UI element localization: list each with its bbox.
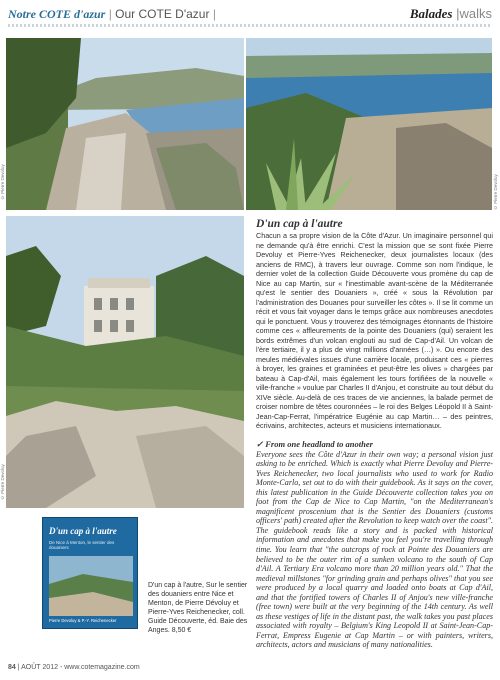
section-subtitle: Our COTE D'azur	[115, 7, 210, 21]
villa-pines-illustration	[6, 216, 244, 508]
footer-separator-pipe: |	[17, 664, 22, 671]
book-cover-photo	[43, 554, 138, 624]
coastal-path-illustration	[6, 38, 244, 210]
section-right	[410, 6, 492, 22]
article-body-fr: Chacun a sa propre vision de la Côte d'Azur. Un imaginaire personnel qui ne demande qu'à être enrichi. C'est la mission que se sont fixée Pierre Devoluy et Pierre-Yves Reichenecker, deux journalistes locaux (des anciens de RMC), à travers leur ouvrage. Comme son nom l'indique, le dernier volet de la collection Guide Découverte vous promène du cap de Nice au cap Martin, sur « l'inestimable avant-scène de la Méditerranée qu'est le sentier des Douaniers », créé « sous la Révolution par l'administration des Douanes pour surveiller les côtes ». Il se lit comme un récit et vous fait voyager dans le temps grâce aux nombreuses anecdotes qui le ponctuent. Vous y trouverez des témoignages étonnants de l'histoire comme ces « affleurements de la pointe des Douaniers (qui) seraient les bords extrêmes d'un volcan englouti au sud de Cap-d'Ail. Un volcan de l'ère tertiaire, il y a plus de vingt millions d'années (…) ». Ou encore des meules médiévales issues d'une carrière locale, produisant ces « pierres à broyer, les graines et graminées et peut-être les olives » chargées par bateau à Cap-d'Ail, mais également les tours fortifiées de la nouvelle « ville-franche » voulue par Charles II d'Anjou, et construite au tout début du XIVe siècle. Au-delà de ces traces de vie anciennes, la balade permet de croiser nombre de têtes couronnées – le roi des Belges Léopold II à Saint-Jean-Cap-Ferrat, l'impératrice Eugénie au cap Martin… – des peintres, écrivains, architectes, acteurs et musiciens internationaux.	[256, 231, 493, 430]
article-body-en: Everyone sees the Côte d'Azur in their own way; a personal vision just asking to be enriched. Which is exactly what Pierre Devoluy and Pierre-Yves Reichenecker, two local journalists who used to work for Radio Monte-Carlo, set out to do with their guidebook. As it says on the cover, this latest publication in the Guide Découverte collection takes you on foot from the Cap de Nice to Cap Martin, "on the Mediterranean's magnificent proscenium that is the Sentier des Douaniers (customs officers' path) created after the Revolution to keep watch over the coast". The guidebook reads like a story and is packed with historical information and anecdotes that make you feel you're travelling through time. You learn that "the outcrops of rock at Pointe des Douaniers are believed to be the outer rim of a sunken volcano to the south of Cap d'Ail. A Tertiary Era volcano more than 20 million years old." That the medieval millstones "for grinding grain and perhaps olives" that you see were produced by a local quarry and loaded onto boats at Cap d'Ail, and that the fortified towers of Charles II of Anjou's new ville-franche (free town) were built at the very beginning of the 14th century. As well as these vestiges of life in the distant past, the walk takes you past places associated with royalty – Belgium's King Leopold II at Saint-Jean-Cap-Ferrat, Empress Eugenie at Cap Martin – or with painters, writers, architects, actors and musicians of many nationalities.	[256, 449, 493, 650]
section-title: Balades	[409, 6, 453, 21]
page-footer	[8, 664, 140, 671]
book-cover-subtitle: De Nice à Menton, le sentier des douaniers	[49, 540, 115, 550]
photo-credit-2: © Pierre Devoluy	[493, 174, 498, 210]
photo-credit-3: © Pierre Devoluy	[0, 464, 5, 500]
article-column	[256, 218, 493, 650]
photo-agave-coast	[246, 38, 492, 210]
book-cover-authors: Pierre Devoluy & P.-Y. Reichenecker	[49, 618, 117, 623]
header-rule	[8, 24, 492, 27]
footer-separator: -	[59, 664, 63, 671]
page-number: 84	[8, 664, 16, 671]
agave-coast-illustration	[246, 38, 492, 210]
photo-villa-pines	[6, 216, 244, 508]
photo-coastal-path	[6, 38, 244, 210]
article-title-en: ✓ From one headland to another	[256, 438, 373, 449]
section-title-english: walks	[459, 6, 492, 21]
magazine-brand: Notre COTE d'azur	[8, 7, 106, 21]
photo-credit-1: © Pierre Devoluy	[0, 164, 5, 200]
book-cover-title: D'un cap à l'autre	[49, 526, 117, 536]
article-title-fr: D'un cap à l'autre	[256, 218, 343, 230]
header-separator-end: |	[212, 7, 216, 21]
issue-date: AOÛT 2012	[21, 664, 58, 671]
section-left	[8, 7, 216, 22]
book-cover	[42, 517, 138, 629]
website-link[interactable]: www.cotemagazine.com	[64, 664, 140, 671]
header-separator: |	[108, 7, 112, 21]
page-header	[8, 4, 492, 28]
book-caption: D'un cap à l'autre, Sur le sentier des douaniers entre Nice et Menton, de Pierre Dévoluy et Pierre-Yves Reichenecker, coll. Guide Découverte, éd. Baie des Anges. 8,50 €	[148, 582, 248, 634]
section-title-separator: |	[456, 6, 460, 21]
